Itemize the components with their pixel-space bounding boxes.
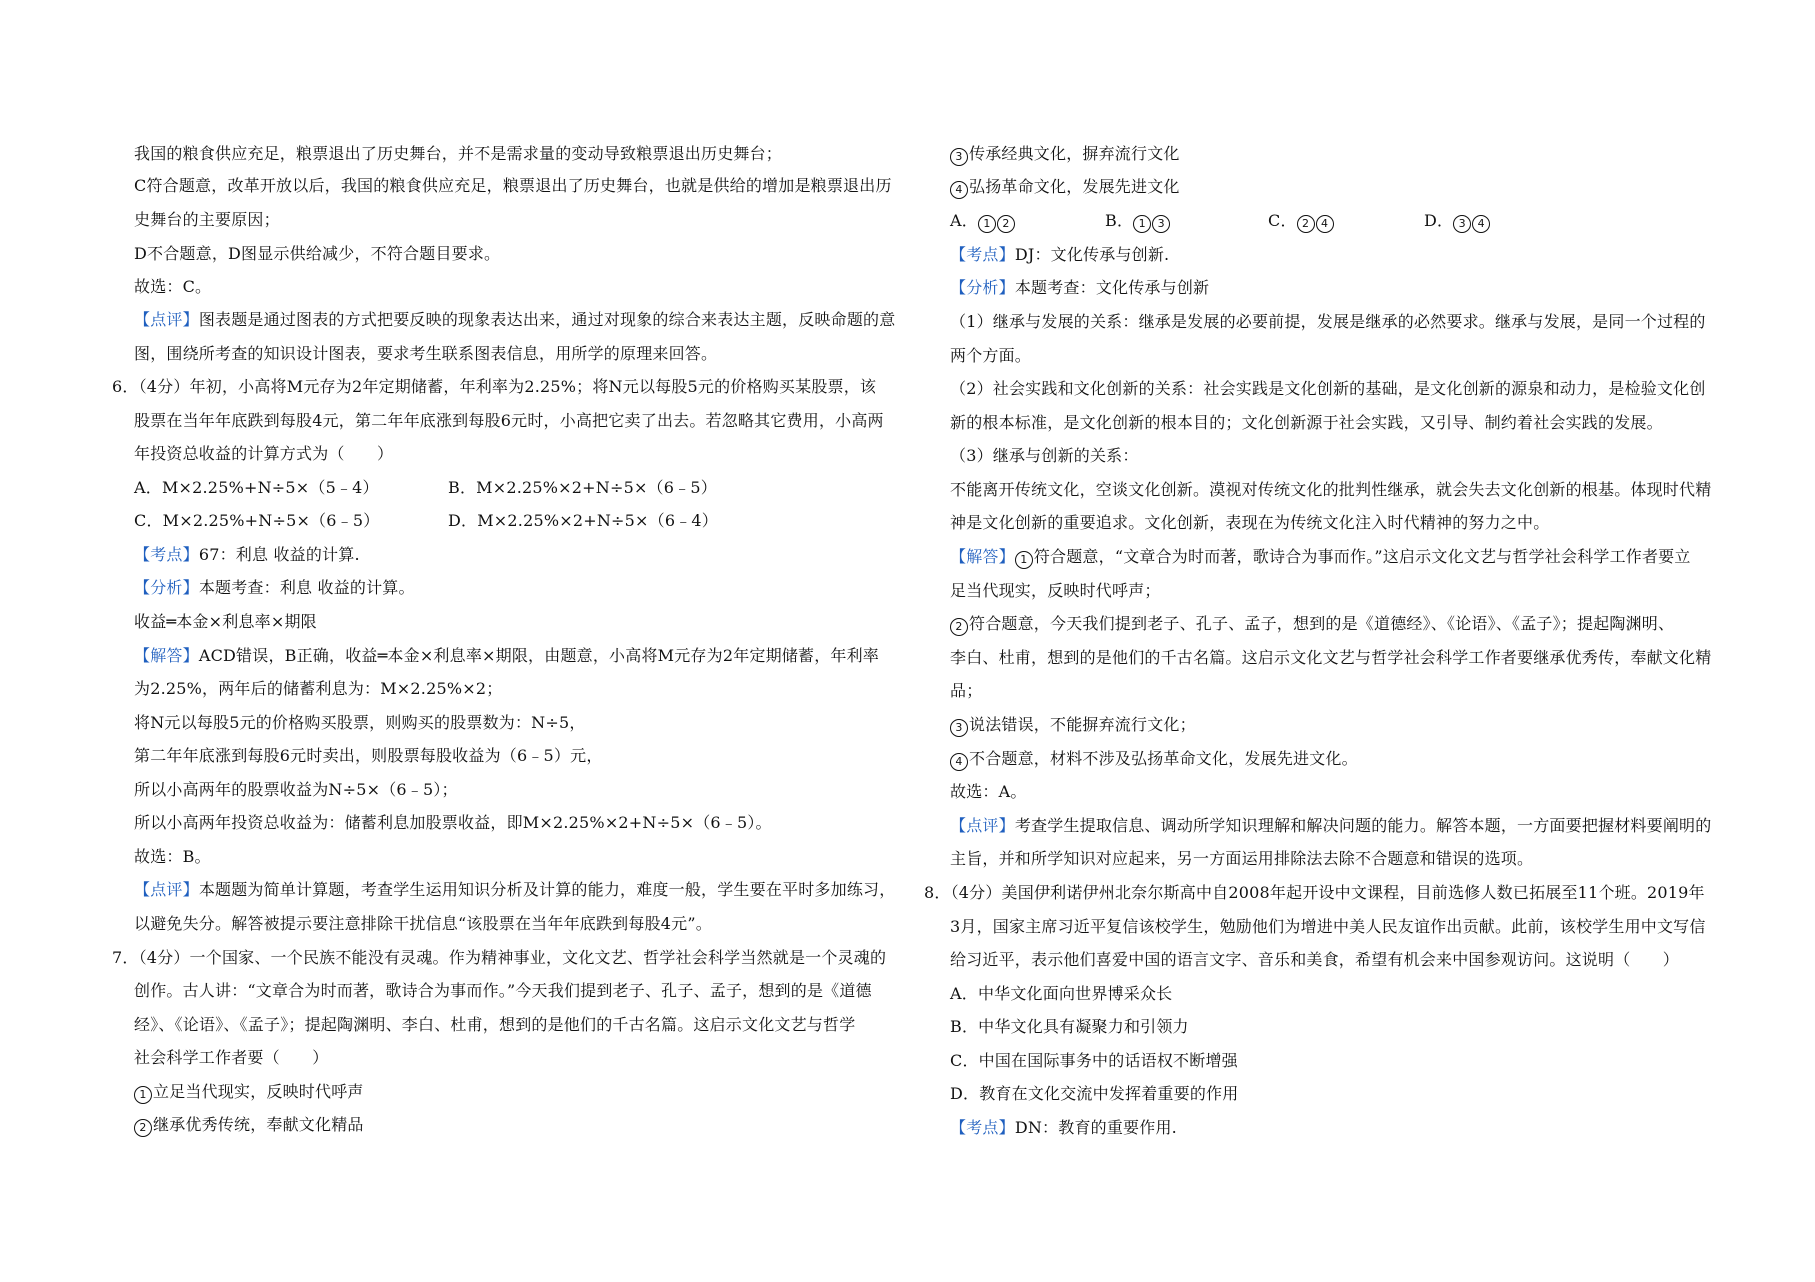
text-line: 以避免失分。解答被提示要注意排除干扰信息“该股票在当年年底跌到每股4元”。 xyxy=(134,914,712,933)
option-a xyxy=(950,211,1016,233)
statement-4 xyxy=(950,177,1180,199)
text-line: 为2.25%，两年后的储蓄利息为：M×2.25%×2； xyxy=(134,679,503,698)
circled-number: 1 xyxy=(1133,215,1151,233)
question-8-stem: 3月，国家主席习近平复信该校学生，勉励他们为增进中美人民友谊作出贡献。此前，该校学生用中文写信 xyxy=(950,917,1706,936)
text-line: 主旨，并和所学知识对应起来，另一方面运用排除法去除不合题意和错误的选项。 xyxy=(950,849,1534,868)
answer-line xyxy=(950,547,1691,569)
statement-3 xyxy=(950,144,1180,166)
circled-number: 1 xyxy=(134,1086,152,1104)
answer-tag: 【解答】 xyxy=(950,547,1015,566)
option-c: C．中国在国际事务中的话语权不断增强 xyxy=(950,1051,1238,1070)
text-line: 所以小高两年的股票收益为N÷5×（6﹣5）； xyxy=(134,780,458,799)
comment-tag: 【点评】 xyxy=(134,880,199,899)
answer-line xyxy=(950,614,1674,636)
kaodian-tag: 【考点】 xyxy=(950,245,1015,264)
analysis-tag: 【分析】 xyxy=(950,278,1015,297)
analysis-text: 本题考查：利息 收益的计算。 xyxy=(198,578,415,597)
option-label: B． xyxy=(1105,211,1134,230)
circled-number: 4 xyxy=(950,753,968,771)
circled-number: 4 xyxy=(950,181,968,199)
comment-tag: 【点评】 xyxy=(134,310,199,329)
answer-text: 不合题意，材料不涉及弘扬革命文化，发展先进文化。 xyxy=(969,749,1358,768)
comment-text: 考查学生提取信息、调动所学知识理解和解决问题的能力。解答本题，一方面要把握材料要阐明的 xyxy=(1014,816,1712,835)
question-6-stem: 股票在当年年底跌到每股4元，第二年年底涨到每股6元时，小高把它卖了出去。若忽略其它费用，小高两 xyxy=(134,411,884,430)
option-c: C．M×2.25%+N÷5×（6﹣5） xyxy=(134,511,380,530)
comment-text: 图表题是通过图表的方式把要反映的现象表达出来，通过对现象的综合来表达主题，反映命题的意 xyxy=(198,310,896,329)
text-line: 两个方面。 xyxy=(950,346,1032,365)
text-line: 不能离开传统文化，空谈文化创新。漠视对传统文化的批判性继承，就会失去文化创新的根基。体现时代精 xyxy=(950,480,1712,499)
formula-line: 收益═本金×利息率×期限 xyxy=(134,612,317,631)
answer-line xyxy=(950,749,1358,771)
option-d: D．教育在文化交流中发挥着重要的作用 xyxy=(950,1084,1239,1103)
answer-line xyxy=(950,715,1196,737)
answer-text: 说法错误，不能摒弃流行文化； xyxy=(969,715,1196,734)
text-line: 足当代现实，反映时代呼声； xyxy=(950,581,1161,600)
answer-text: ACD错误，B正确，收益═本金×利息率×期限，由题意，小高将M元存为2年定期储蓄，年利率 xyxy=(198,646,880,665)
option-b: B．M×2.25%×2+N÷5×（6﹣5） xyxy=(448,478,717,497)
circled-number: 2 xyxy=(997,215,1015,233)
option-a: A．M×2.25%+N÷5×（5﹣4） xyxy=(134,478,379,497)
kaodian-tag: 【考点】 xyxy=(950,1118,1015,1137)
analysis-line xyxy=(950,278,1209,298)
question-6-stem: 年投资总收益的计算方式为（ ） xyxy=(134,444,394,463)
question-8-stem: 8．（4分）美国伊利诺伊州北奈尔斯高中自2008年起开设中文课程，目前选修人数已拓展至11个班。2019年 xyxy=(924,883,1705,902)
circled-number: 3 xyxy=(950,148,968,166)
circled-number: 1 xyxy=(1015,551,1033,569)
option-label: A． xyxy=(950,211,978,230)
statement-1 xyxy=(134,1082,364,1104)
answer-tag: 【解答】 xyxy=(134,646,199,665)
circled-number: 1 xyxy=(978,215,996,233)
analysis-text: 本题考查：文化传承与创新 xyxy=(1014,278,1210,297)
text-line: （2）社会实践和文化创新的关系：社会实践是文化创新的基础，是文化创新的源泉和动力，是检验文化创 xyxy=(950,379,1706,398)
comment-tag: 【点评】 xyxy=(950,816,1015,835)
text-line: 品； xyxy=(950,681,983,700)
answer-line xyxy=(134,646,879,666)
question-8-stem: 给习近平，表示他们喜爱中国的语言文字、音乐和美食，希望有机会来中国参观访问。这说明（ ） xyxy=(950,950,1680,969)
question-6-stem: 6．（4分）年初，小高将M元存为2年定期储蓄，年利率为2.25%；将N元以每股5元的价格购买某股票，该 xyxy=(112,377,877,396)
analysis-tag: 【分析】 xyxy=(134,578,199,597)
kaodian-text: 67：利息 收益的计算. xyxy=(198,545,360,564)
option-label: C． xyxy=(1268,211,1297,230)
option-d xyxy=(1424,211,1491,233)
circled-number: 3 xyxy=(1453,215,1471,233)
circled-number: 3 xyxy=(1152,215,1170,233)
kaodian-line xyxy=(950,245,1169,265)
option-d: D．M×2.25%×2+N÷5×（6﹣4） xyxy=(448,511,718,530)
answer-text: 符合题意，“文章合为时而著，歌诗合为事而作。”这启示文化文艺与哲学社会科学工作者要立 xyxy=(1033,547,1691,566)
text-line: 神是文化创新的重要追求。文化创新，表现在为传统文化注入时代精神的努力之中。 xyxy=(950,513,1550,532)
kaodian-text: DJ：文化传承与创新. xyxy=(1014,245,1170,264)
text-line: 我国的粮食供应充足，粮票退出了历史舞台，并不是需求量的变动导致粮票退出历史舞台； xyxy=(134,144,783,163)
option-label: D． xyxy=(1424,211,1454,230)
text-line: 故选：A。 xyxy=(950,782,1027,801)
comment-line xyxy=(134,310,895,330)
kaodian-tag: 【考点】 xyxy=(134,545,199,564)
text-line: （3）继承与创新的关系： xyxy=(950,446,1139,465)
text-line: 第二年年底涨到每股6元时卖出，则股票每股收益为（6﹣5）元， xyxy=(134,746,603,765)
circled-number: 2 xyxy=(134,1119,152,1137)
kaodian-line xyxy=(950,1118,1177,1138)
option-a: A．中华文化面向世界博采众长 xyxy=(950,984,1173,1003)
text-line: 史舞台的主要原因； xyxy=(134,210,280,229)
question-7-stem: 社会科学工作者要（ ） xyxy=(134,1048,329,1067)
text-line: 图，围绕所考查的知识设计图表，要求考生联系图表信息，用所学的原理来回答。 xyxy=(134,344,718,363)
question-7-stem: 创作。古人讲：“文章合为时而著，歌诗合为事而作。”今天我们提到老子、孔子、孟子，想到的是《道德 xyxy=(134,981,872,1000)
circled-number: 3 xyxy=(950,719,968,737)
text-line: 故选：B。 xyxy=(134,847,211,866)
text-line: 将N元以每股5元的价格购买股票，则购买的股票数为：N÷5， xyxy=(134,713,586,732)
statement-2 xyxy=(134,1115,364,1137)
text-line: 故选：C。 xyxy=(134,277,212,296)
circled-number: 4 xyxy=(1316,215,1334,233)
circled-number: 2 xyxy=(950,618,968,636)
text-line: D不合题意，D图显示供给减少，不符合题目要求。 xyxy=(134,244,501,263)
text-line: 所以小高两年投资总收益为：储蓄利息加股票收益，即M×2.25%×2+N÷5×（6﹣5）。 xyxy=(134,813,772,832)
text-line: 新的根本标准，是文化创新的根本目的；文化创新源于社会实践，又引导、制约着社会实践的发展。 xyxy=(950,413,1663,432)
text-line: C符合题意，改革开放以后，我国的粮食供应充足，粮票退出了历史舞台，也就是供给的增加是粮票退出历 xyxy=(134,176,892,195)
statement-text: 立足当代现实，反映时代呼声 xyxy=(153,1082,364,1101)
circled-number: 2 xyxy=(1297,215,1315,233)
analysis-line xyxy=(134,578,415,598)
option-b: B．中华文化具有凝聚力和引领力 xyxy=(950,1017,1189,1036)
question-7-stem: 经》、《论语》、《孟子》；提起陶渊明、李白、杜甫，想到的是他们的千古名篇。这启示文化文艺与哲学 xyxy=(134,1015,856,1034)
comment-text: 本题题为简单计算题，考查学生运用知识分析及计算的能力，难度一般，学生要在平时多加练习， xyxy=(198,880,896,899)
option-c xyxy=(1268,211,1335,233)
comment-line xyxy=(134,880,895,900)
answer-text: 符合题意，今天我们提到老子、孔子、孟子，想到的是《道德经》、《论语》、《孟子》；提起陶渊明、 xyxy=(969,614,1675,633)
text-line: 李白、杜甫，想到的是他们的千古名篇。这启示文化文艺与哲学社会科学工作者要继承优秀传，奉献文化精 xyxy=(950,648,1712,667)
option-b xyxy=(1105,211,1171,233)
kaodian-line xyxy=(134,545,360,565)
statement-text: 传承经典文化，摒弃流行文化 xyxy=(969,144,1180,163)
text-line: （1）继承与发展的关系：继承是发展的必要前提，发展是继承的必然要求。继承与发展，是同一个过程的 xyxy=(950,312,1706,331)
statement-text: 继承优秀传统，奉献文化精品 xyxy=(153,1115,364,1134)
kaodian-text: DN：教育的重要作用. xyxy=(1014,1118,1177,1137)
circled-number: 4 xyxy=(1472,215,1490,233)
question-7-stem: 7．（4分）一个国家、一个民族不能没有灵魂。作为精神事业，文化文艺、哲学社会科学当然就是一个灵魂的 xyxy=(112,948,887,967)
statement-text: 弘扬革命文化，发展先进文化 xyxy=(969,177,1180,196)
comment-line xyxy=(950,816,1711,836)
